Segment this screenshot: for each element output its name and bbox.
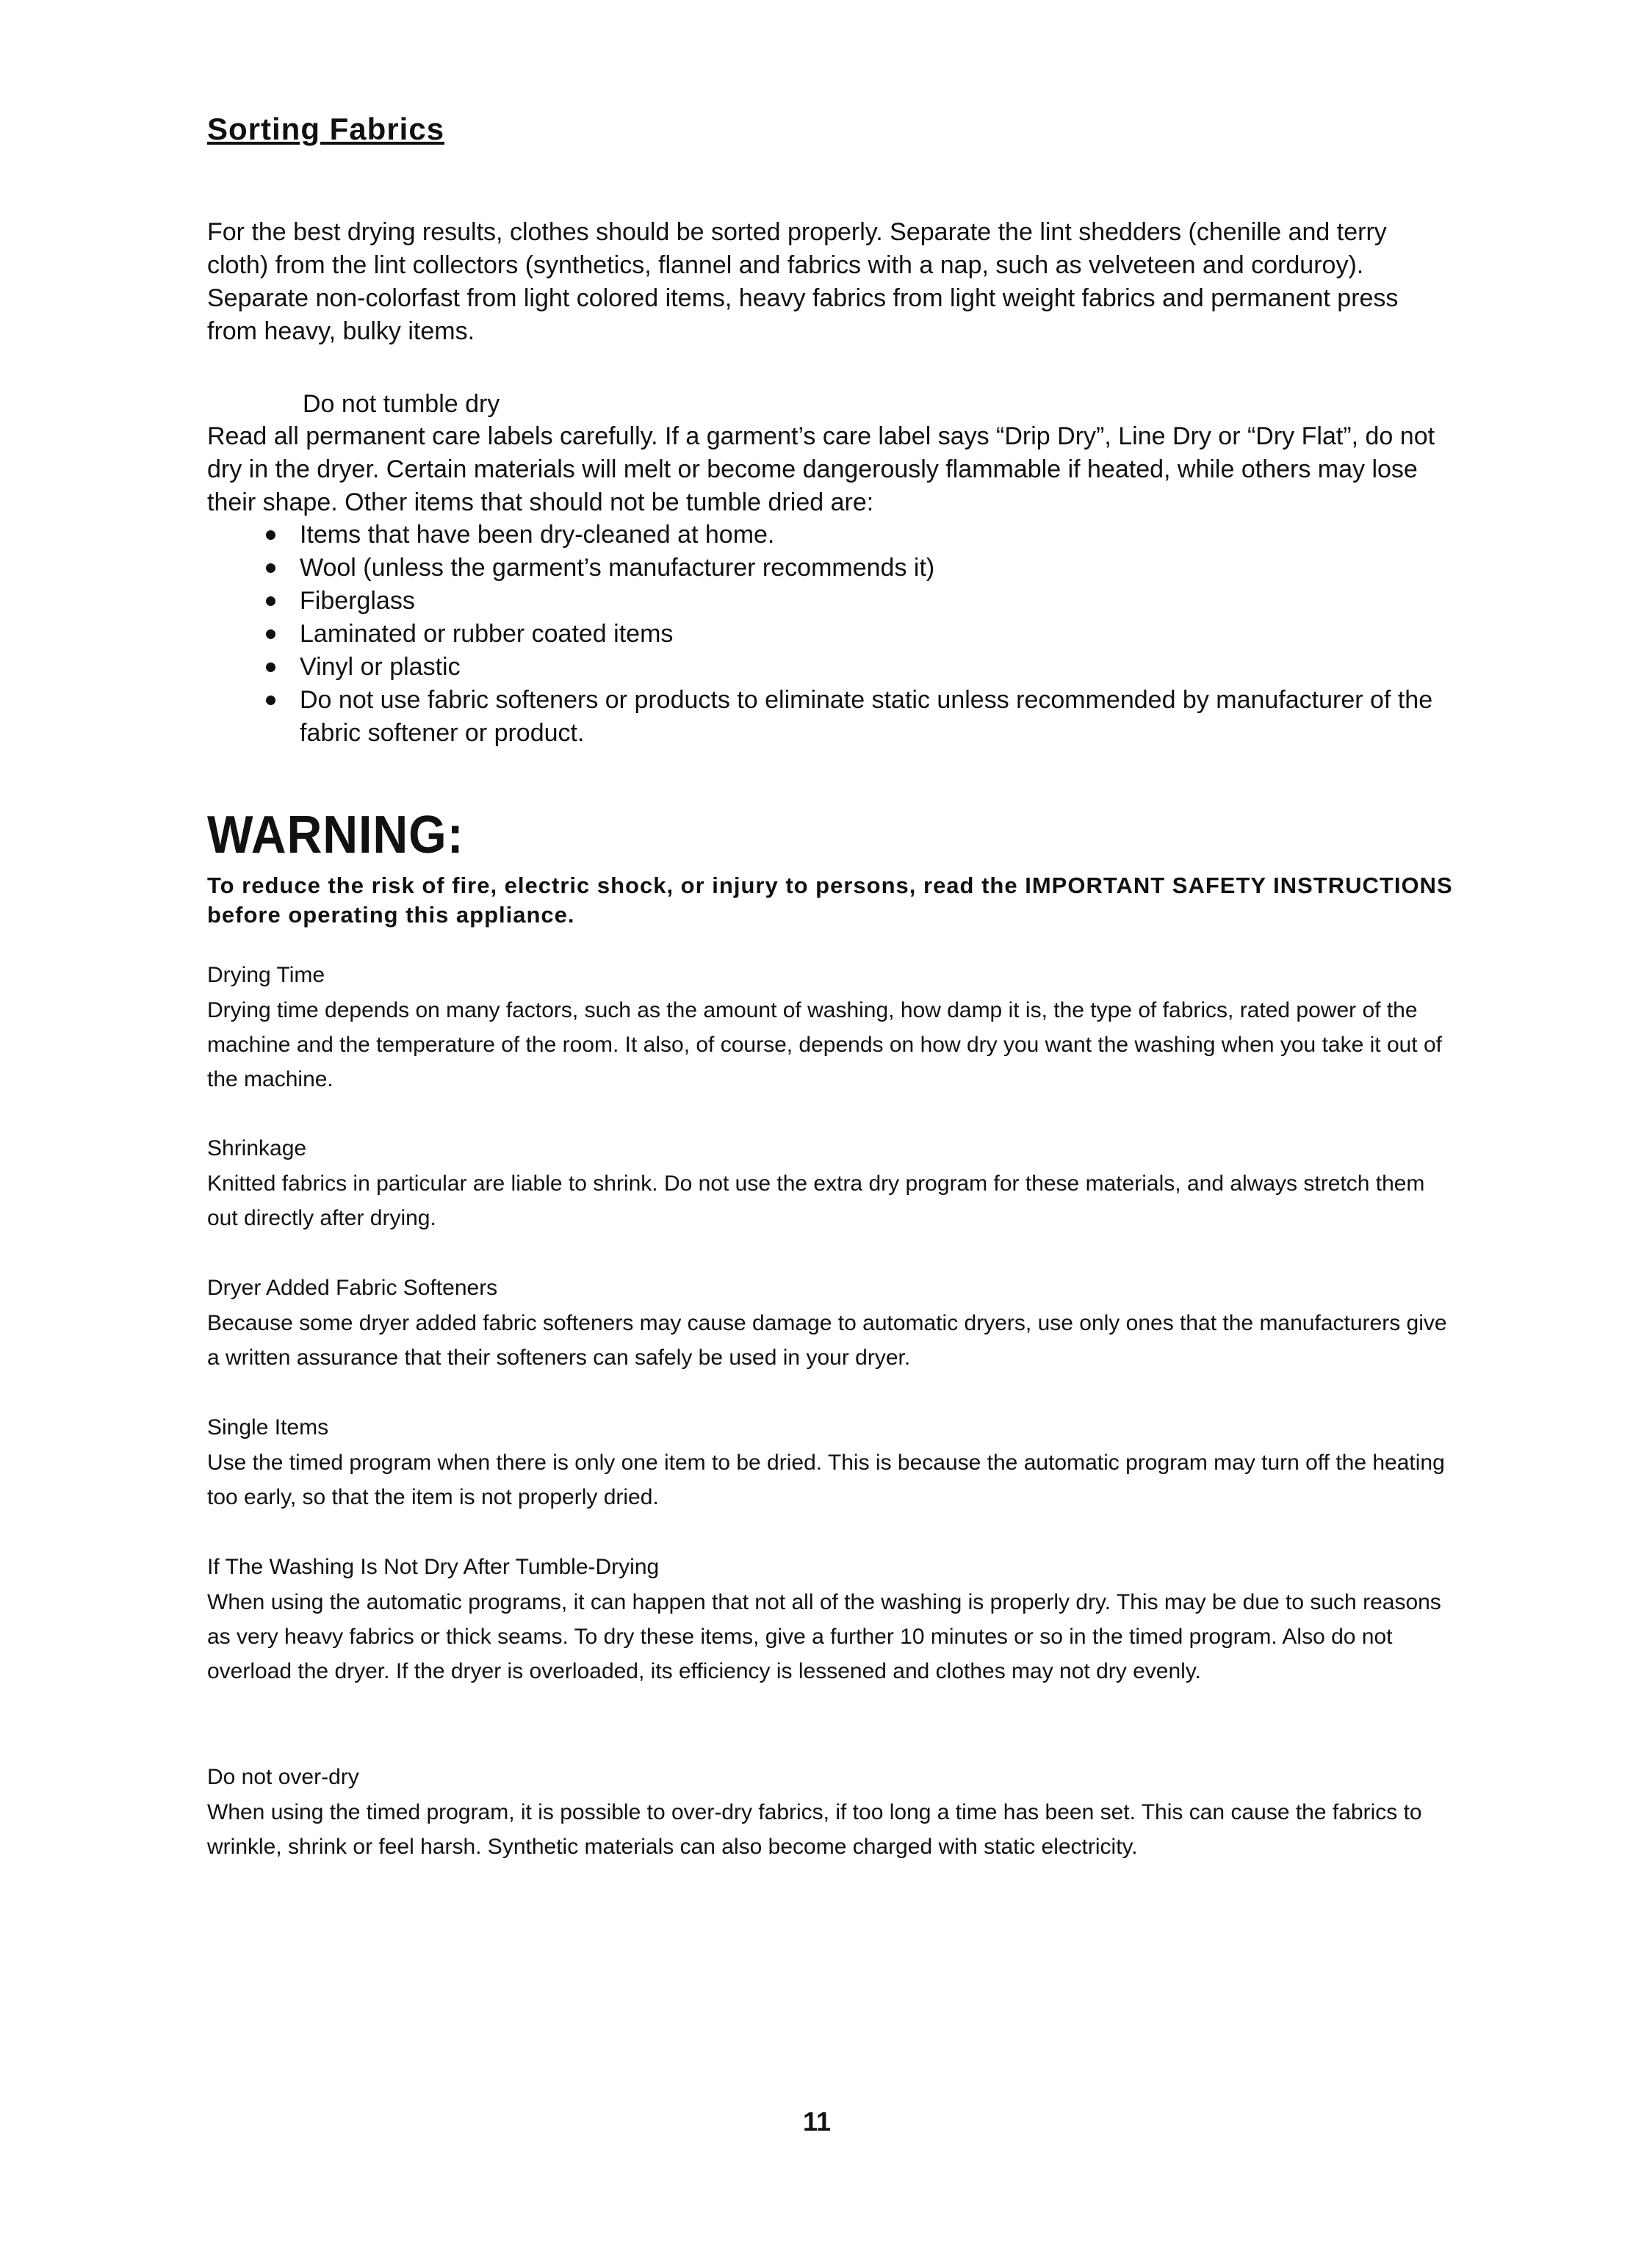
list-item [207, 519, 1456, 552]
section-title-sorting-fabrics: Sorting Fabrics [207, 112, 445, 146]
section-heading: Dryer Added Fabric Softeners [207, 1276, 498, 1300]
sorting-intro-paragraph: For the best drying results, clothes should be sorted properly. Separate the lint shedders (chenille and terry cloth) from the lint collectors (synthetics, flannel and fabrics with a nap, such as velveteen and corduroy). Separate non-colorfast from light colored items, heavy fabrics from light weight fabrics and permanent press from heavy, bulky items. [207, 218, 1399, 345]
warning-text: To reduce the risk of fire, electric shock, or injury to persons, read the IMPORTANT SAFETY INSTRUCTIONS before operating this appliance. [207, 873, 1453, 928]
list-item-text: Items that have been dry-cleaned at home. [300, 521, 775, 549]
list-item [207, 585, 1456, 618]
section-drying-time [207, 958, 1456, 1097]
section-heading: If The Washing Is Not Dry After Tumble-Drying [207, 1555, 660, 1579]
list-item [207, 552, 1456, 585]
section-text: Drying time depends on many factors, such as the amount of washing, how damp it is, the type of fabrics, rated power of the machine and the temperature of the room. It also, of course, depends on how dry you want the washing when you take it out of the machine. [207, 998, 1442, 1091]
section-single-items [207, 1410, 1456, 1514]
section-heading: Single Items [207, 1415, 329, 1440]
section-heading: Do not over-dry [207, 1765, 359, 1789]
list-item [207, 618, 1456, 651]
list-item-text: Wool (unless the garment’s manufacturer recommends it) [300, 554, 935, 582]
do-not-tumble-list [207, 519, 1456, 750]
list-item-text: Fiberglass [300, 587, 415, 615]
list-item [207, 684, 1456, 750]
section-heading: Shrinkage [207, 1136, 307, 1160]
section-text: When using the automatic programs, it can happen that not all of the washing is properly dry. This may be due to such reasons as very heavy fabrics or thick seams. To dry these items, give a further 10 minutes or so in the timed program. Also do not overload the dryer. If the dryer is overloaded, its efficiency is lessened and clothes may not dry evenly. [207, 1590, 1441, 1683]
care-labels-paragraph: Read all permanent care labels carefully. If a garment’s care label says “Drip Dry”, Line Dry or “Dry Flat”, do not dry in the dryer. Certain materials will melt or become dangerously flammable if heated, while others may lose their shape. Other items that should not be tumble dried are: [207, 422, 1435, 516]
list-item-text: Laminated or rubber coated items [300, 620, 674, 648]
page-number: 11 [802, 2106, 832, 2137]
bullet-icon [266, 596, 275, 606]
list-item-text: Vinyl or plastic [300, 653, 461, 681]
section-text: When using the timed program, it is possible to over-dry fabrics, if too long a time has been set. This can cause the fabrics to wrinkle, shrink or feel harsh. Synthetic materials can also become charged with static electricity. [207, 1800, 1422, 1859]
section-heading: Drying Time [207, 963, 325, 987]
list-item-text: Do not use fabric softeners or products to eliminate static unless recommended by manufacturer of the fabric softener or product. [300, 686, 1433, 747]
bullet-icon [266, 629, 275, 639]
warning-heading: WARNING: [207, 806, 464, 864]
subtitle-do-not-tumble-dry: Do not tumble dry [303, 390, 500, 418]
bullet-icon [266, 662, 275, 672]
section-text: Because some dryer added fabric softeners may cause damage to automatic dryers, use only ones that the manufacturers give a written assurance that their softeners can safely be used in your dryer. [207, 1311, 1447, 1370]
section-shrinkage [207, 1131, 1456, 1235]
bullet-icon [266, 530, 275, 540]
section-text: Use the timed program when there is only one item to be dried. This is because the automatic program may turn off the heating too early, so that the item is not properly dried. [207, 1451, 1445, 1509]
bullet-icon [266, 696, 275, 705]
list-item [207, 651, 1456, 684]
section-over-dry [207, 1760, 1456, 1864]
section-not-dry [207, 1550, 1456, 1689]
bullet-icon [266, 563, 275, 573]
section-text: Knitted fabrics in particular are liable to shrink. Do not use the extra dry program for these materials, and always stretch them out directly after drying. [207, 1171, 1425, 1230]
section-fabric-softeners [207, 1271, 1456, 1375]
